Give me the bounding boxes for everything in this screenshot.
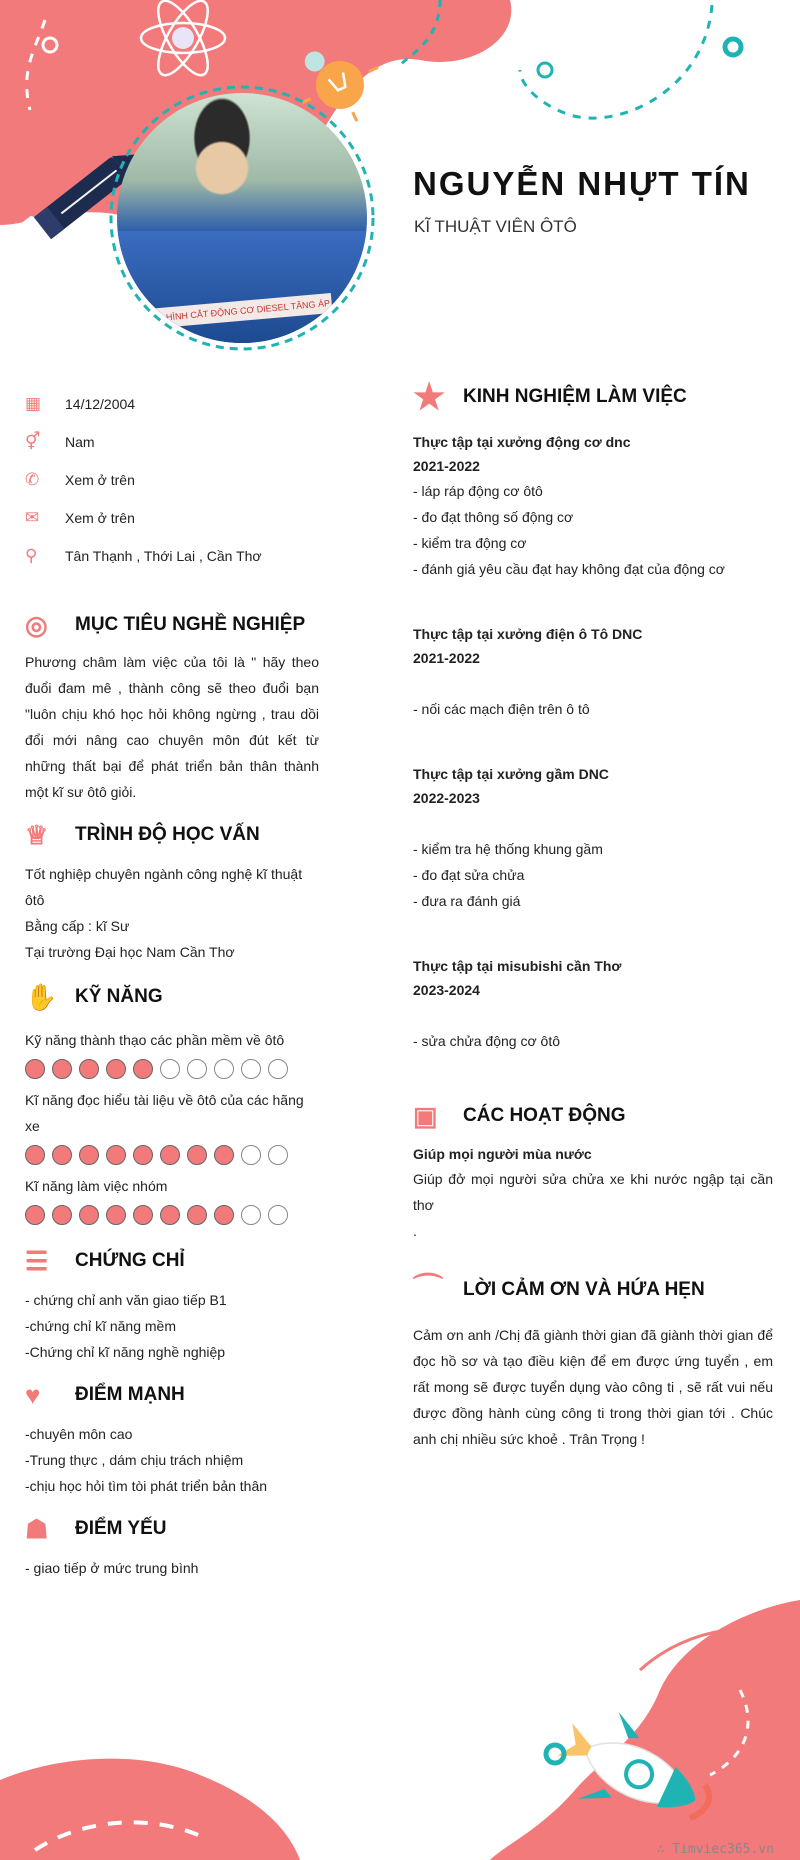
skill-label: Kĩ năng làm việc nhóm bbox=[25, 1178, 168, 1194]
activity-trailing: . bbox=[413, 1223, 417, 1239]
skills-list bbox=[25, 1027, 319, 1225]
weaknesses-title-row bbox=[25, 1507, 319, 1551]
info-address bbox=[25, 537, 319, 575]
objective-title: MỤC TIÊU NGHỀ NGHIỆP bbox=[75, 614, 306, 635]
thanks-title-row bbox=[413, 1268, 773, 1312]
thanks-section bbox=[413, 1268, 773, 1452]
strengths-section bbox=[25, 1373, 319, 1499]
rating-dot-filled bbox=[79, 1059, 99, 1079]
teal-ring bbox=[725, 39, 741, 55]
experience-title: KINH NGHIỆM LÀM VIỆC bbox=[463, 386, 687, 407]
job-entry bbox=[413, 954, 773, 1054]
photo-banner: MÔ HÌNH CẮT ĐỘNG CƠ DIESEL TĂNG ÁP bbox=[146, 293, 332, 329]
activities-title: CÁC HOẠT ĐỘNG bbox=[463, 1105, 626, 1126]
candidate-role: KĨ THUẬT VIÊN ÔTÔ bbox=[414, 217, 577, 236]
certificate-item: -chứng chỉ kĩ năng mềm bbox=[25, 1318, 176, 1334]
rating-dot-empty bbox=[160, 1059, 180, 1079]
rating-dot-filled bbox=[25, 1145, 45, 1165]
strength-item: -chuyên môn cao bbox=[25, 1426, 133, 1442]
certificates-title-row bbox=[25, 1239, 319, 1283]
job-task: - nối các mạch điện trên ô tô bbox=[413, 701, 590, 717]
job-spacer bbox=[413, 810, 773, 836]
rating-dot-filled bbox=[187, 1145, 207, 1165]
rating-dot-empty bbox=[268, 1205, 288, 1225]
weakness-item: - giao tiếp ở mức trung bình bbox=[25, 1560, 199, 1576]
info-phone bbox=[25, 461, 319, 499]
skills-section bbox=[25, 975, 319, 1225]
trophy-icon: ♕ bbox=[25, 820, 49, 850]
job-title: Thực tập tại xưởng động cơ dnc bbox=[413, 434, 631, 450]
skill-rating bbox=[25, 1059, 319, 1079]
rating-dot-empty bbox=[241, 1205, 261, 1225]
objective-text: Phương châm làm việc của tôi là " hãy theo đuổi đam mê , thành công sẽ theo đuổi bạn "luôn chịu khó học hỏi không ngừng , trau dồi đổi mới nâng cao chuyên môn đút kết từ những thất bại để phát triển bản thân thành một kĩ sư ôtô giỏi. bbox=[25, 654, 319, 800]
job-task: - đo đạt thông số động cơ bbox=[413, 509, 574, 525]
rating-dot-filled bbox=[133, 1205, 153, 1225]
job-task: - đưa ra đánh giá bbox=[413, 893, 521, 909]
education-title: TRÌNH ĐỘ HỌC VẤN bbox=[75, 824, 260, 845]
job-year: 2022-2023 bbox=[413, 790, 480, 806]
experience-section bbox=[413, 376, 773, 1054]
rating-dot-filled bbox=[106, 1145, 126, 1165]
strength-item: -chịu học hỏi tìm tòi phát triển bản thân bbox=[25, 1478, 268, 1494]
location-pin-icon: ⚲ bbox=[25, 546, 38, 565]
rating-dot-filled bbox=[79, 1205, 99, 1225]
rating-dot-filled bbox=[52, 1205, 72, 1225]
certificates-section bbox=[25, 1239, 319, 1365]
rating-dot-filled bbox=[106, 1205, 126, 1225]
candidate-name: NGUYỄN NHỰT TÍN bbox=[413, 165, 751, 202]
gender-icon: ⚥ bbox=[25, 432, 41, 451]
top-right-dashed-curve bbox=[520, 5, 712, 118]
activity-text: Giúp đở mọi người sửa chửa xe khi nước ngập tại cần thơ bbox=[413, 1171, 773, 1213]
rating-dot-filled bbox=[160, 1145, 180, 1165]
weaknesses-section bbox=[25, 1507, 319, 1581]
rating-dot-empty bbox=[268, 1059, 288, 1079]
email-icon: ✉ bbox=[25, 508, 40, 527]
rating-dot-filled bbox=[187, 1205, 207, 1225]
email-value: Xem ở trên bbox=[65, 510, 135, 526]
certificates-title: CHỨNG CHỈ bbox=[75, 1250, 185, 1271]
job-entry bbox=[413, 762, 773, 914]
rating-dot-empty bbox=[214, 1059, 234, 1079]
education-title-row bbox=[25, 813, 319, 857]
birthdate-value: 14/12/2004 bbox=[65, 396, 136, 412]
job-task: - sửa chửa động cơ ôtô bbox=[413, 1033, 560, 1049]
activity-subtitle: Giúp mọi người mùa nước bbox=[413, 1146, 592, 1162]
rating-dot-empty bbox=[241, 1145, 261, 1165]
checklist-icon: ☰ bbox=[25, 1246, 49, 1276]
job-task: - đánh giá yêu cầu đạt hay không đạt của động cơ bbox=[413, 561, 725, 577]
objective-title-row bbox=[25, 603, 319, 647]
rating-dot-empty bbox=[268, 1145, 288, 1165]
rating-dot-filled bbox=[133, 1145, 153, 1165]
rating-dot-filled bbox=[79, 1145, 99, 1165]
profile-photo bbox=[117, 93, 367, 343]
hand-icon: ✋ bbox=[25, 982, 58, 1012]
gender-value: Nam bbox=[65, 434, 95, 450]
job-year: 2023-2024 bbox=[413, 982, 480, 998]
job-spacer bbox=[413, 670, 773, 696]
calendar-icon: ▦ bbox=[25, 394, 42, 413]
rating-dot-filled bbox=[52, 1145, 72, 1165]
skills-title: KỸ NĂNG bbox=[75, 986, 163, 1007]
info-email bbox=[25, 499, 319, 537]
job-task: - kiểm tra động cơ bbox=[413, 535, 527, 551]
education-line: Bằng cấp : kĩ Sư bbox=[25, 918, 130, 934]
strengths-title-row bbox=[25, 1373, 319, 1417]
phone-icon: ✆ bbox=[25, 470, 40, 489]
address-value: Tân Thạnh , Thới Lai , Cần Thơ bbox=[65, 548, 262, 564]
job-task: - láp ráp động cơ ôtô bbox=[413, 483, 543, 499]
certificate-item: -Chứng chỉ kĩ năng nghề nghiệp bbox=[25, 1344, 226, 1360]
thanks-title: LỜI CẢM ƠN VÀ HỨA HẸN bbox=[463, 1279, 705, 1300]
briefcase-icon: ▣ bbox=[413, 1101, 438, 1131]
info-birthdate bbox=[25, 385, 319, 423]
job-year: 2021-2022 bbox=[413, 650, 480, 666]
skill-rating bbox=[25, 1205, 319, 1225]
job-spacer bbox=[413, 1002, 773, 1028]
target-icon: ◎ bbox=[25, 610, 48, 640]
star-icon: ★ bbox=[413, 376, 446, 417]
paperclip-icon: ⌒ bbox=[413, 1273, 443, 1306]
jobs-list bbox=[413, 430, 773, 1054]
weaknesses-title: ĐIỂM YẾU bbox=[75, 1518, 167, 1539]
skill-label: Kĩ năng đọc hiểu tài liệu về ôtô của các hãng xe bbox=[25, 1092, 304, 1134]
education-line: Tốt nghiệp chuyên ngành công nghệ kĩ thuật ôtô bbox=[25, 866, 303, 908]
job-task: - đo đạt sửa chửa bbox=[413, 867, 525, 883]
rating-dot-filled bbox=[160, 1205, 180, 1225]
thanks-text: Cảm ơn anh /Chị đã giành thời gian đã giành thời gian để đọc hồ sơ và tạo điều kiện để em được ứng tuyển , em rất mong sẽ được tuyển dụng vào công ti , sẽ rất vui nếu được đồng hành cùng công ti trong thời gian tới . Chúc anh chị nhiều sức khoẻ . Trân Trọng ! bbox=[413, 1327, 773, 1447]
job-title: Thực tập tại xưởng điện ô Tô DNC bbox=[413, 626, 643, 642]
strengths-title: ĐIỂM MẠNH bbox=[75, 1384, 185, 1405]
rating-dot-filled bbox=[214, 1205, 234, 1225]
rating-dot-filled bbox=[214, 1145, 234, 1165]
strength-item: -Trung thực , dám chịu trách nhiệm bbox=[25, 1452, 244, 1468]
person-icon: ☗ bbox=[25, 1514, 49, 1544]
footer-brand: ∴ Timviec365.vn bbox=[656, 1842, 774, 1857]
right-column bbox=[413, 376, 773, 1452]
job-entry bbox=[413, 622, 773, 722]
objective-section bbox=[25, 603, 319, 805]
job-title: Thực tập tại xưởng gầm DNC bbox=[413, 766, 609, 782]
phone-value: Xem ở trên bbox=[65, 472, 135, 488]
activities-title-row bbox=[413, 1094, 773, 1138]
experience-title-row bbox=[413, 376, 773, 417]
rating-dot-filled bbox=[25, 1059, 45, 1079]
job-task: - kiểm tra hệ thống khung gầm bbox=[413, 841, 603, 857]
bottom-right-blob bbox=[490, 1600, 800, 1860]
education-section bbox=[25, 813, 319, 965]
activities-section bbox=[413, 1094, 773, 1244]
personal-info bbox=[25, 385, 319, 575]
rating-dot-filled bbox=[106, 1059, 126, 1079]
heart-icon: ♥ bbox=[25, 1380, 41, 1410]
rating-dot-filled bbox=[133, 1059, 153, 1079]
job-year: 2021-2022 bbox=[413, 458, 480, 474]
job-title: Thực tập tại misubishi cần Thơ bbox=[413, 958, 622, 974]
job-entry bbox=[413, 430, 773, 582]
education-line: Tại trường Đại học Nam Cần Thơ bbox=[25, 944, 235, 960]
info-gender bbox=[25, 423, 319, 461]
rating-dot-filled bbox=[52, 1059, 72, 1079]
skill-rating bbox=[25, 1145, 319, 1165]
left-column bbox=[25, 385, 319, 1581]
rating-dot-empty bbox=[187, 1059, 207, 1079]
skills-title-row bbox=[25, 975, 319, 1019]
skill-label: Kỹ năng thành thạo các phần mềm về ôtô bbox=[25, 1032, 285, 1048]
rating-dot-empty bbox=[241, 1059, 261, 1079]
rating-dot-filled bbox=[25, 1205, 45, 1225]
certificate-item: - chứng chỉ anh văn giao tiếp B1 bbox=[25, 1292, 227, 1308]
